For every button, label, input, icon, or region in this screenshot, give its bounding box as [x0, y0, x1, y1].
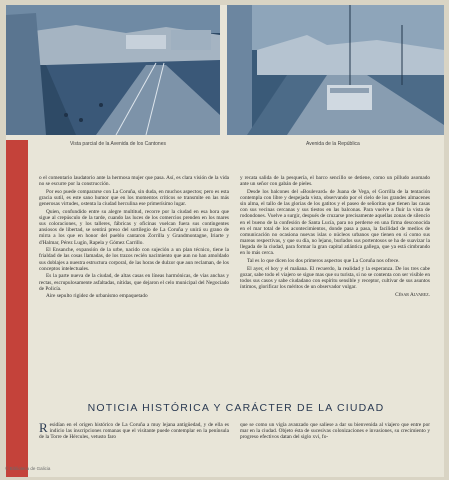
lower-right-paragraph: que se como un vigía avanzado que saliese a dar su bienvenida al viajero que entre por mar en la ciudad. Objeto ésta de sucesivas colonizaciones e invasiones, su crecimiento y progreso efectivos datan del siglo xvi, fo-	[240, 422, 430, 441]
section-title: NOTICIA HISTÓRICA Y CARÁCTER DE LA CIUDAD	[87, 402, 385, 414]
photo-right-caption: Avenida de la República	[306, 141, 360, 147]
brochure-page	[6, 5, 444, 477]
paragraph: Tal es lo que dicen los dos primeros aspectos que La Coruña nos ofrece.	[247, 258, 400, 265]
text-column-right	[240, 175, 430, 298]
text-column-left	[39, 175, 229, 301]
paragraph: Por eso puede compararse con La Coruña, sin duda, en muchos aspectos; pero es esta gracia sutil, es este sano humor que en los momentos críticos se transmite en las más generosas virtudes, ostenta la ciudad herculina ese primerísimo lugar.	[39, 188, 229, 208]
library-stamp: © Biblioteca de Galicia	[5, 466, 51, 471]
lower-left-paragraph: esidían en el origen histórico de La Coruña a muy lejana antigüedad, y de ella es indicio las inscripciones romanas que el visitante puede contemplar en la península de la Torre de Hércules, vetusto faro	[39, 422, 229, 441]
drop-cap: R	[39, 420, 48, 435]
paragraph: Aire sepulto rigidez de urbanismo empaquetado	[46, 293, 148, 300]
paragraph: o el comentario laudatorio ante la hermosa mujer que pasa. Así, es clara visión de la vida no se escurre por la construcción.	[39, 175, 229, 188]
red-margin-strip	[6, 140, 28, 477]
photo-avenida-republica	[227, 5, 444, 135]
lower-text-right	[240, 422, 430, 440]
paragraph: Es la parte nueva de la ciudad, de altas casas en líneas harmónicas, de vías anchas y rectas, escrupulosamente asfaltadas, nítidas, que dejaron el celo municipal del Negociado de Policía.	[39, 273, 229, 292]
photo-left-image	[6, 5, 220, 135]
author-signature: César Alvarez.	[395, 292, 430, 299]
paragraph: y recata salida de la pesquería, el barco sencillo se detiene, como un pilludo asomado ante un señor con gabán de pieles.	[240, 175, 430, 188]
photo-left-caption: Vista parcial de la Avenida de los Cantones	[70, 141, 166, 147]
photo-right-image	[227, 5, 444, 135]
lower-text-left	[39, 422, 229, 440]
paragraph: El Ensanche, expansión de la urbe, nacido con sujeción a un plan técnico, tiene la frialdad de las cosas llamadas, de los trazos recién nacimiento que aun no han amoldado sus doblajes a nuestra estructura corporal, de las horas de dulzor que aun reclaman, de los conceptos intelectuales.	[39, 247, 229, 272]
paragraph: Quien, confundido entre su alegre multitud, recorre por la ciudad en esa hora que sigue al crepúsculo de la tarde, cuando las luces de los comercios prenden en los mares sus coloraciones, y los talleres, fábricas y oficinas vuelcan fuera sus contingentes ansiosos de libertad, se sentirá preso del sortilegio de La Coruña y unirá su grano de mirra a los que en honor del pueblo cantaron Zorrilla y Grandmontagne, Iriarte y d'Halmar, Pérez Lugín, Rapela y Gómez Carrillo.	[39, 208, 229, 246]
photo-avenida-cantones	[6, 5, 220, 135]
paragraph: El ayer, el hoy y el mañana. El recuerdo, la realidad y la esperanza. De los tres cabe gozar, sabe todo el viajero se sigue mas que su turista, si no se contenta con ser visible en todos sus casos y sabe ciudadano con espíritu sensible y receptor, cultivar de sus asuntos íntimos, glorificar los méritos de un observador vulgar.	[240, 265, 430, 291]
paragraph: Desde los balcones del «Boulevard» de Juana de Vega, el Gorrilla de la tentación contempla con libre y despejada vista, observando por el cielo de los grandes almacenes sin alma, el tallo de las glorias de los gatitos y el paseo de señoritas que tienen las casas con sus vecinas cercanas y sus tiestos en las balconas. Para vuelve a fluir la vista de rodondones. Vuelve a surgir, después de cruzarse precisamente aquellas zonas de silencio en el bueno de la confesión de Santa Lucía, para no perderse en una firma desconocida en el mar total de los acontecimientos, donde pasa a pasa, la facilidad de medios de comunicación no ocasiona nuevas islas o núcleos urbanos que tienen en sí como sus mareas respectivas, y que su día, no lejano, burlados sus portentosos se ha de suavizar la llegada de la ciudad, para formar la gran capital atlántica gallega, que ya está cimbrando en lo más cerca.	[240, 188, 430, 257]
